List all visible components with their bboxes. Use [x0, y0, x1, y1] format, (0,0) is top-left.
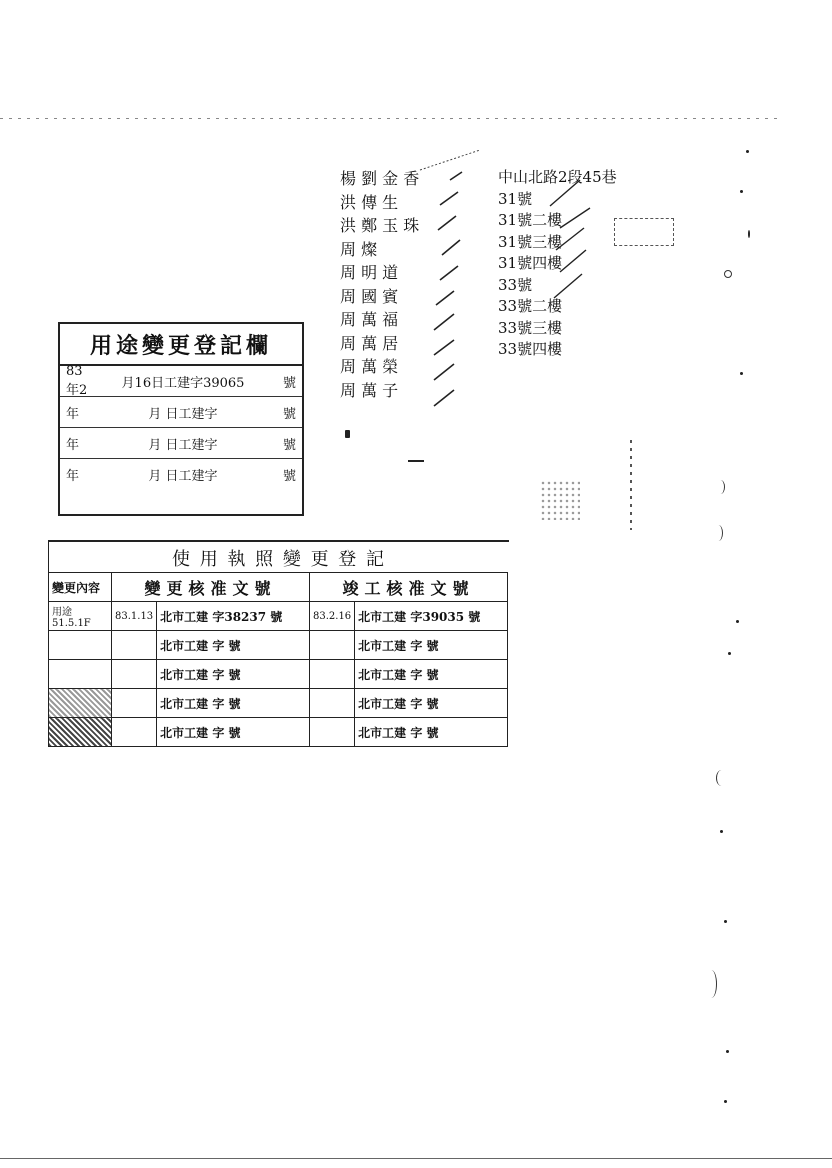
owner-name: 洪 傳 生 [340, 192, 399, 212]
header-content: 變更內容 [49, 573, 112, 602]
scan-speck [724, 270, 732, 278]
row-change-date [112, 689, 157, 718]
usage-change-stamp [58, 322, 304, 516]
owner-address: 33號 [498, 275, 533, 294]
stamp-suffix: 號 [282, 406, 296, 422]
row-change-number: 北市工建 字 號 [157, 631, 310, 660]
table-row [49, 631, 508, 660]
stamp-year: 83年2 [66, 364, 88, 398]
row-content: 用途 51.5.1F [49, 602, 112, 631]
scan-speck [630, 440, 632, 530]
owner-name: 周 萬 榮 [340, 357, 399, 377]
row-change-date: 83.1.13 [112, 602, 157, 631]
stamp-row [60, 428, 302, 459]
register-title: 使 用 執 照 變 更 登 記 [48, 540, 509, 574]
stamp-year: 年 [66, 406, 80, 422]
row-change-date [112, 660, 157, 689]
scan-speck [748, 230, 750, 238]
row-done-number: 北市工建 字 號 [355, 718, 508, 747]
row-content [49, 660, 112, 689]
faded-seal [614, 218, 674, 246]
scan-speck [728, 652, 731, 655]
row-content [49, 718, 112, 747]
scan-speck [726, 1050, 729, 1053]
row-done-date [310, 718, 355, 747]
scan-speck [706, 970, 717, 998]
scan-speck [740, 190, 743, 193]
owner-name: 周 萬 居 [340, 333, 399, 353]
owner-name: 周 明 道 [340, 263, 399, 283]
owner-address: 31號三樓 [498, 232, 563, 251]
owner-name: 周 國 賓 [340, 286, 399, 306]
row-content [49, 631, 112, 660]
row-content [49, 689, 112, 718]
row-done-number: 北市工建 字 號 [355, 689, 508, 718]
owner-name: 洪 鄭 玉 珠 [340, 216, 420, 236]
check-marks [410, 150, 500, 430]
scan-line [0, 118, 780, 119]
register-table [48, 572, 508, 747]
row-change-date [112, 718, 157, 747]
owner-address: 31號 [498, 189, 533, 208]
owner-address: 中山北路2段45巷 [498, 168, 617, 187]
table-row [49, 660, 508, 689]
header-done: 竣工核准文號 [310, 573, 508, 602]
scan-speck [714, 525, 723, 541]
scan-speck [746, 150, 749, 153]
stamp-year: 年 [66, 437, 80, 453]
owner-name: 周 萬 子 [340, 380, 399, 400]
scan-speck [740, 372, 743, 375]
address-strokes [520, 168, 650, 358]
owner-name: 周 萬 福 [340, 310, 399, 330]
table-row [49, 602, 508, 631]
stamp-suffix: 號 [282, 468, 296, 484]
owner-name: 周 燦 [340, 239, 378, 259]
row-done-date [310, 689, 355, 718]
owner-address: 31號二樓 [498, 211, 563, 230]
row-change-number: 北市工建 字 號 [157, 660, 310, 689]
scan-speck [724, 920, 727, 923]
owner-address: 33號三樓 [498, 318, 563, 337]
stamp-suffix: 號 [282, 437, 296, 453]
stamp-number: 月 日工建字 [148, 468, 218, 484]
scan-bottom-line [0, 1158, 832, 1159]
owner-address: 33號二樓 [498, 297, 563, 316]
scan-speck [716, 770, 727, 786]
scan-speck [716, 480, 725, 494]
stamp-year: 年 [66, 468, 80, 484]
row-change-number: 北市工建 字 號 [157, 689, 310, 718]
row-done-number: 北市工建 字 號 [355, 660, 508, 689]
row-change-number: 北市工建 字 號 [157, 718, 310, 747]
stamp-title: 用途變更登記欄 [60, 324, 302, 366]
stamp-number: 月 日工建字 [148, 406, 218, 422]
stamp-number: 月16日工建字39065 [121, 375, 245, 391]
scan-speck [724, 1100, 727, 1103]
owner-address: 31號四樓 [498, 254, 563, 273]
stamp-suffix: 號 [282, 375, 296, 391]
table-row [49, 718, 508, 747]
stamp-row [60, 366, 302, 397]
owner-name: 楊 劉 金 香 [340, 169, 420, 189]
header-change: 變更核准文號 [112, 573, 310, 602]
scan-speck [408, 460, 424, 462]
scan-speck [720, 830, 723, 833]
owner-address: 33號四樓 [498, 340, 563, 359]
row-done-date [310, 660, 355, 689]
row-change-date [112, 631, 157, 660]
stamp-row [60, 459, 302, 489]
scan-speck [736, 620, 739, 623]
row-done-number: 北市工建 字 號 [355, 631, 508, 660]
register-header-row [49, 573, 508, 602]
scan-speck [345, 430, 350, 438]
table-row [49, 689, 508, 718]
row-done-date: 83.2.16 [310, 602, 355, 631]
row-change-number: 北市工建 字38237 號 [157, 602, 310, 631]
row-done-number: 北市工建 字39035 號 [355, 602, 508, 631]
row-done-date [310, 631, 355, 660]
scan-speck [540, 480, 580, 520]
stamp-row [60, 397, 302, 428]
stamp-number: 月 日工建字 [148, 437, 218, 453]
